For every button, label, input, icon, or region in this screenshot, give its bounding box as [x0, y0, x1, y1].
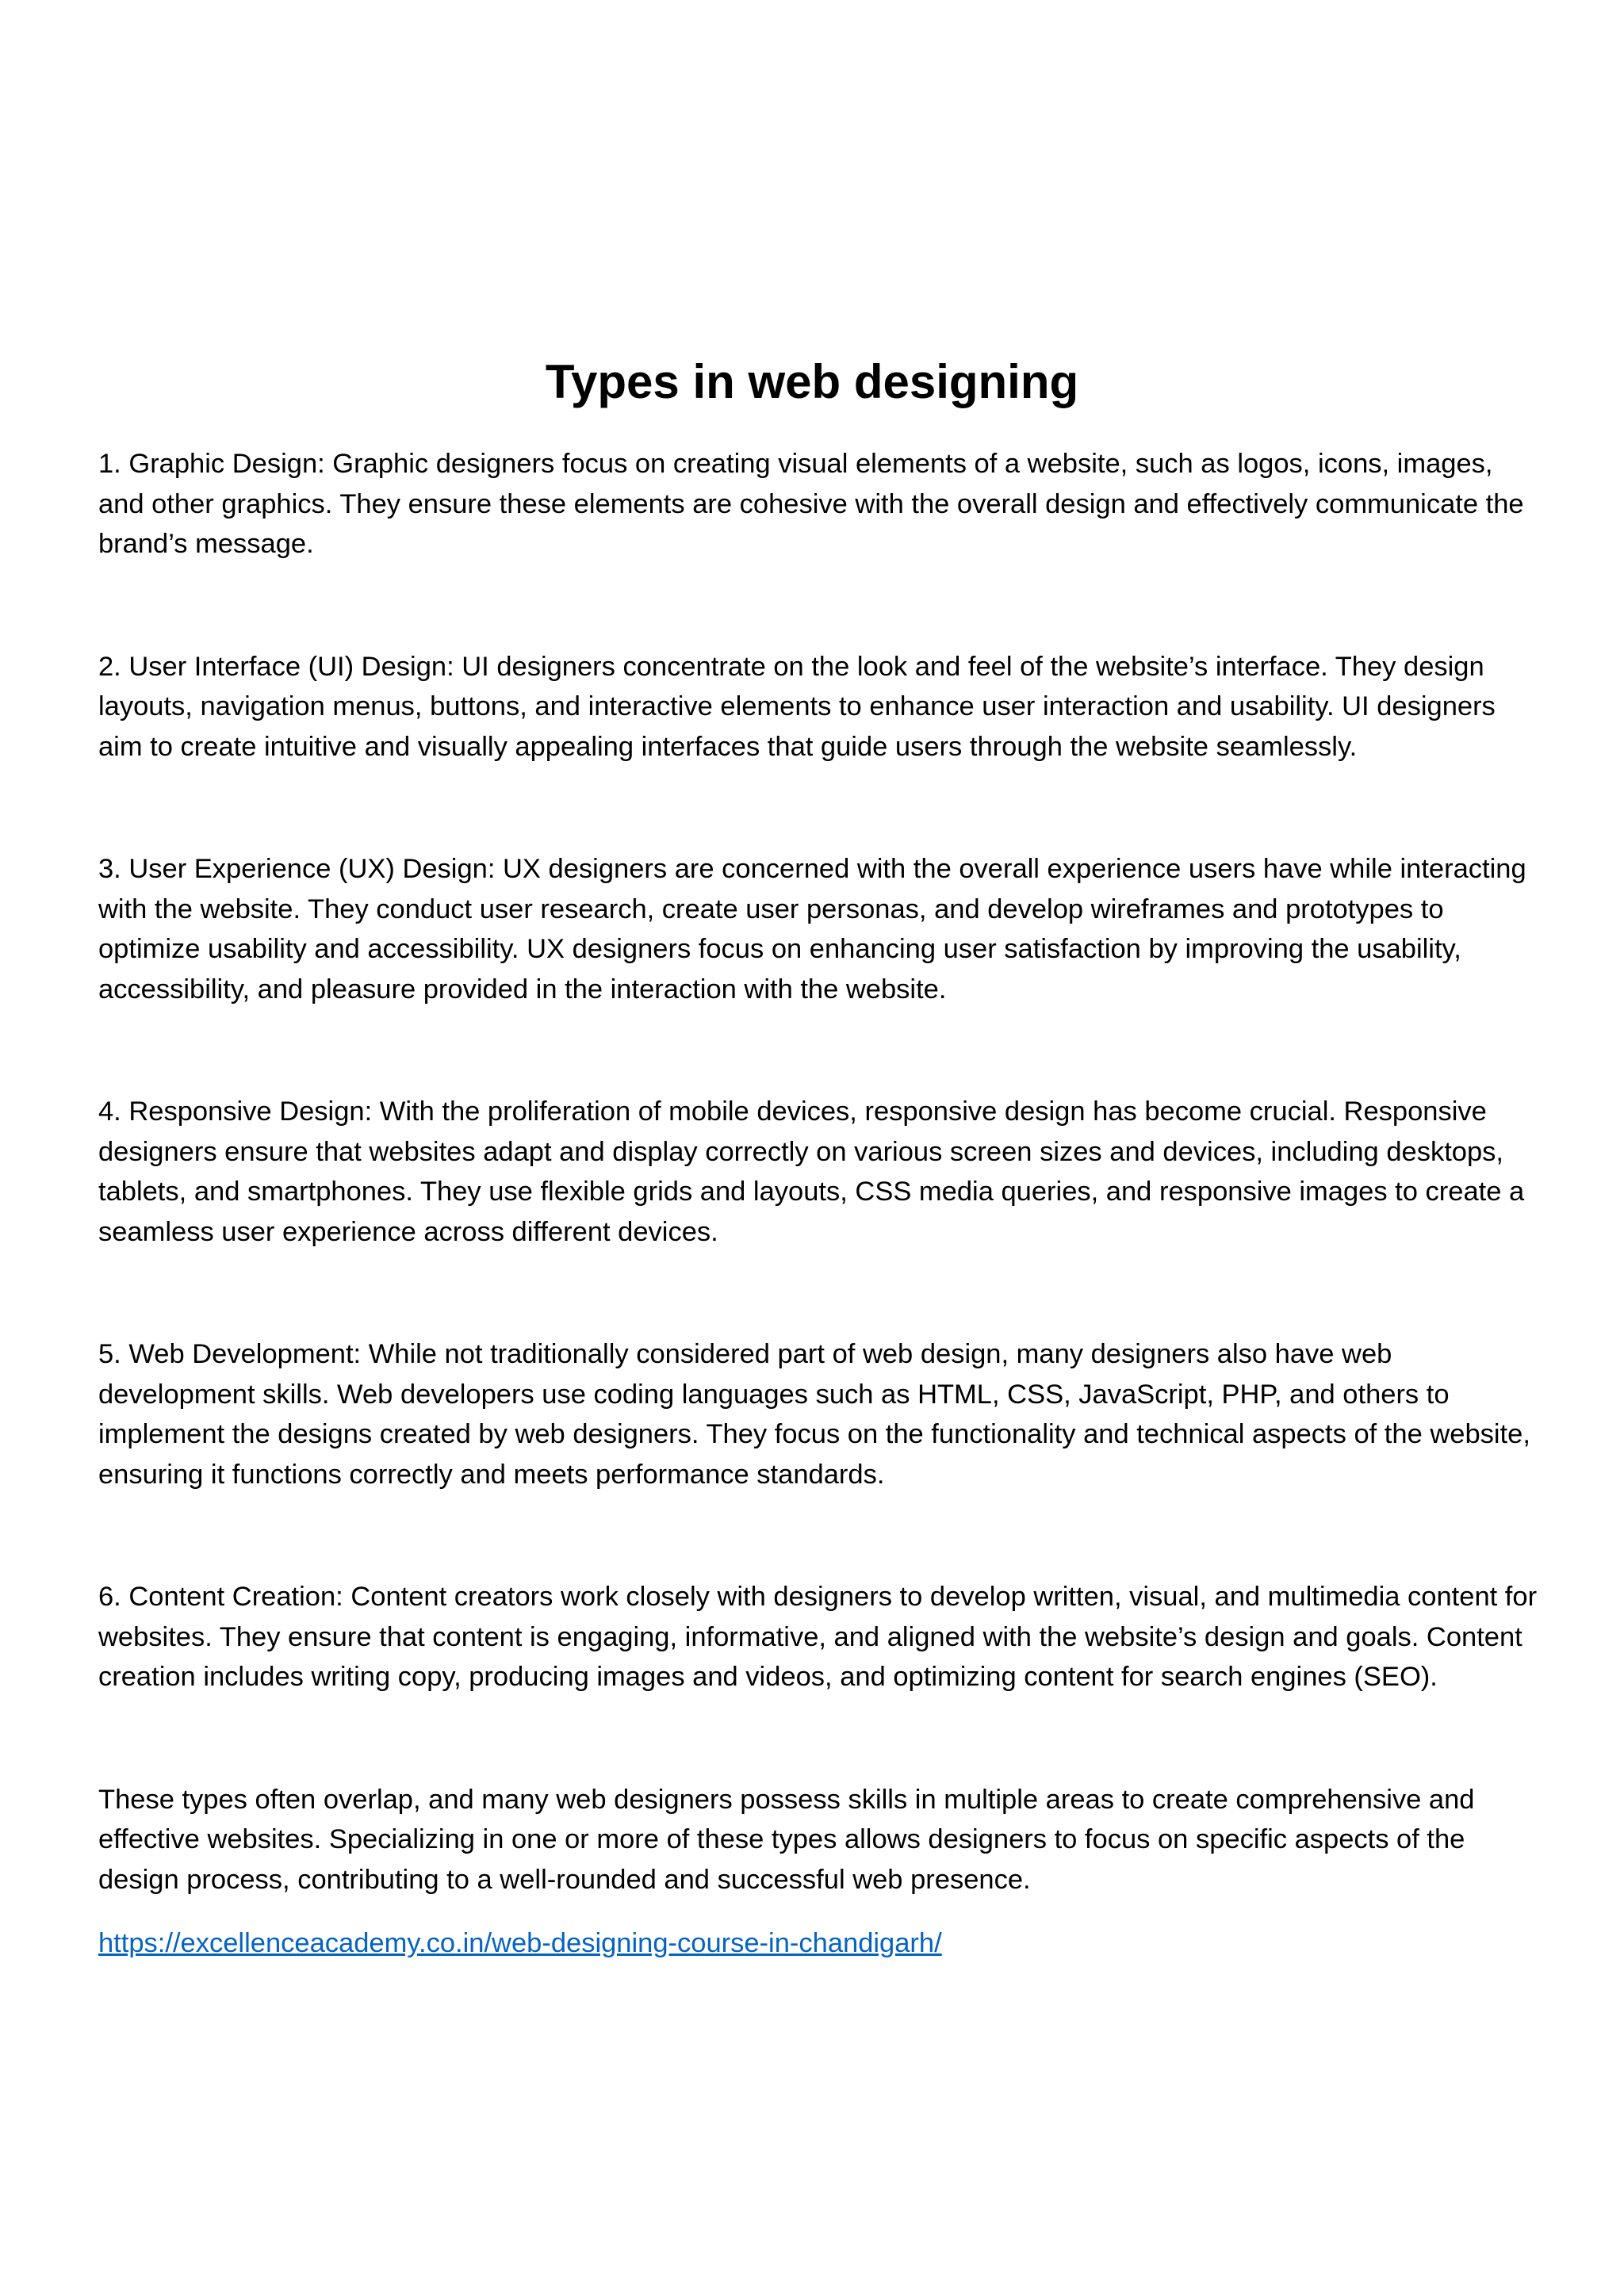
closing-paragraph: These types often overlap, and many web designers possess skills in multiple areas to create comprehensive and effective websites. Specializing in one or more of these types allows designers to focus on specific aspects of the design process, contributing to a well-rounded and successful web presence.: [98, 1784, 1475, 1895]
section-ui-design: 2. User Interface (UI) Design: UI designers concentrate on the look and feel of the website’s interface. They design layouts, navigation menus, buttons, and interactive elements to enhance user interaction and usability. UI designers aim to create intuitive and visually appealing interfaces that guide users through the website seamlessly.: [98, 651, 1496, 762]
section-graphic-design: 1. Graphic Design: Graphic designers focus on creating visual elements of a website, such as logos, icons, images, and other graphics. They ensure these elements are cohesive with the overall design and effectively communicate the brand’s message.: [98, 449, 1524, 559]
document-body: [98, 444, 1542, 1964]
section-content-creation: 6. Content Creation: Content creators work closely with designers to develop written, visual, and multimedia content for websites. They ensure that content is engaging, informative, and aligned with the website’s design and goals. Content creation includes writing copy, producing images and videos, and optimizing content for search engines (SEO).: [98, 1582, 1538, 1692]
section-web-development: 5. Web Development: While not traditionally considered part of web design, many designers also have web development skills. Web developers use coding languages such as HTML, CSS, JavaScript, PHP, and others to implement the designs created by web designers. They focus on the functionality and technical aspects of the website, ensuring it functions correctly and meets performance standards.: [98, 1339, 1530, 1490]
section-responsive-design: 4. Responsive Design: With the proliferation of mobile devices, responsive design has become crucial. Responsive designers ensure that websites adapt and display correctly on various screen sizes and devices, including desktops, tablets, and smartphones. They use flexible grids and layouts, CSS media queries, and responsive images to create a seamless user experience across different devices.: [98, 1096, 1525, 1247]
course-link[interactable]: https://excellenceacademy.co.in/web-designing-course-in-chandigarh/: [98, 1928, 942, 1958]
section-ux-design: 3. User Experience (UX) Design: UX designers are concerned with the overall experience users have while interacting with the website. They conduct user research, create user personas, and develop wireframes and prototypes to optimize usability and accessibility. UX designers focus on enhancing user satisfaction by improving the usability, accessibility, and pleasure provided in the interaction with the website.: [98, 854, 1526, 1004]
page-title: Types in web designing: [545, 355, 1079, 408]
